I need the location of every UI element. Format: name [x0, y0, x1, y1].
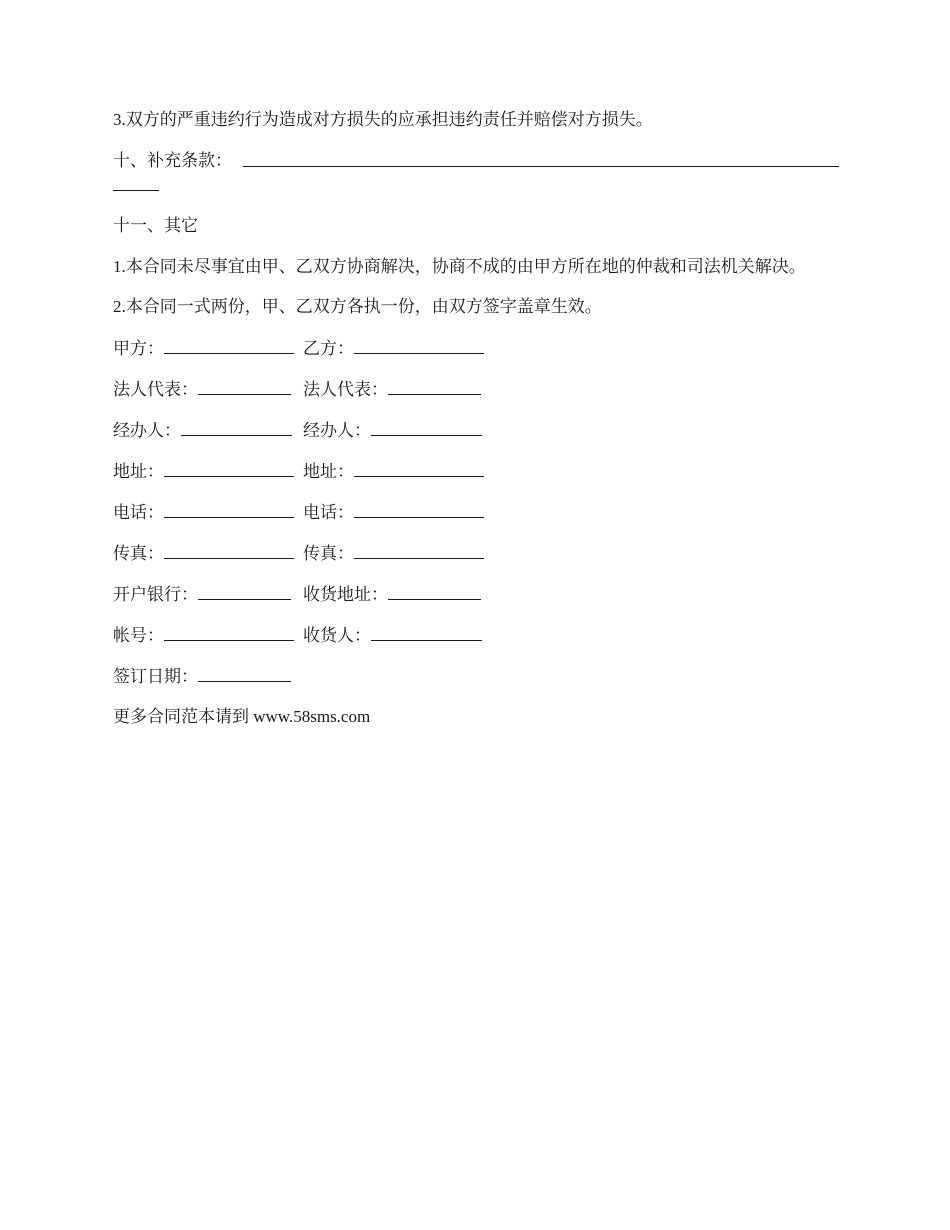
party-a-blank	[164, 336, 294, 354]
sign-date-blank	[198, 664, 291, 682]
fax-a-label: 传真：	[113, 544, 164, 563]
clause-other-2: 2.本合同一式两份，甲、乙双方各执一份，由双方签字盖章生效。	[113, 297, 602, 316]
supplement-label: 十、补充条款：	[113, 151, 232, 170]
account-label: 帐号：	[113, 626, 164, 645]
delivery-address-label: 收货地址：	[303, 585, 388, 604]
signature-row-legal-rep	[113, 377, 843, 401]
signature-row-fax	[113, 541, 843, 565]
address-b-blank	[354, 459, 484, 477]
contract-page	[113, 108, 843, 746]
signature-row-account	[113, 623, 843, 647]
phone-a-blank	[164, 500, 294, 518]
party-b-label: 乙方：	[303, 339, 354, 358]
bank-label: 开户银行：	[113, 585, 198, 604]
legal-rep-a-blank	[198, 377, 291, 395]
party-a-label: 甲方：	[113, 339, 164, 358]
signature-row-phone	[113, 500, 843, 524]
account-blank	[164, 623, 294, 641]
signature-row-bank	[113, 582, 843, 606]
fax-b-label: 传真：	[303, 544, 354, 563]
delivery-address-blank	[388, 582, 481, 600]
legal-rep-b-blank	[388, 377, 481, 395]
receiver-blank	[371, 623, 482, 641]
signature-row-party	[113, 336, 843, 360]
address-a-blank	[164, 459, 294, 477]
handler-b-blank	[371, 418, 482, 436]
clause-other-1: 1.本合同未尽事宜由甲、乙双方协商解决，协商不成的由甲方所在地的仲裁和司法机关解决。	[113, 257, 806, 276]
party-b-blank	[354, 336, 484, 354]
address-a-label: 地址：	[113, 462, 164, 481]
supplement-clause	[113, 149, 843, 197]
handler-a-blank	[181, 418, 292, 436]
signature-row-date	[113, 664, 843, 688]
supplement-blank-line-continued	[113, 173, 159, 191]
phone-a-label: 电话：	[113, 503, 164, 522]
legal-rep-a-label: 法人代表：	[113, 380, 198, 399]
handler-b-label: 经办人：	[303, 421, 371, 440]
bank-blank	[198, 582, 291, 600]
sign-date-label: 签订日期：	[113, 667, 198, 686]
signature-row-handler	[113, 418, 843, 442]
supplement-blank-line	[243, 149, 839, 167]
phone-b-blank	[354, 500, 484, 518]
other-heading: 十一、其它	[113, 216, 198, 235]
handler-a-label: 经办人：	[113, 421, 181, 440]
legal-rep-b-label: 法人代表：	[303, 380, 388, 399]
signature-row-address	[113, 459, 843, 483]
fax-a-blank	[164, 541, 294, 559]
fax-b-blank	[354, 541, 484, 559]
address-b-label: 地址：	[303, 462, 354, 481]
footer-more-templates: 更多合同范本请到 www.58sms.com	[113, 707, 371, 726]
phone-b-label: 电话：	[303, 503, 354, 522]
receiver-label: 收货人：	[303, 626, 371, 645]
clause-breach-3: 3.双方的严重违约行为造成对方损失的应承担违约责任并赔偿对方损失。	[113, 110, 653, 129]
